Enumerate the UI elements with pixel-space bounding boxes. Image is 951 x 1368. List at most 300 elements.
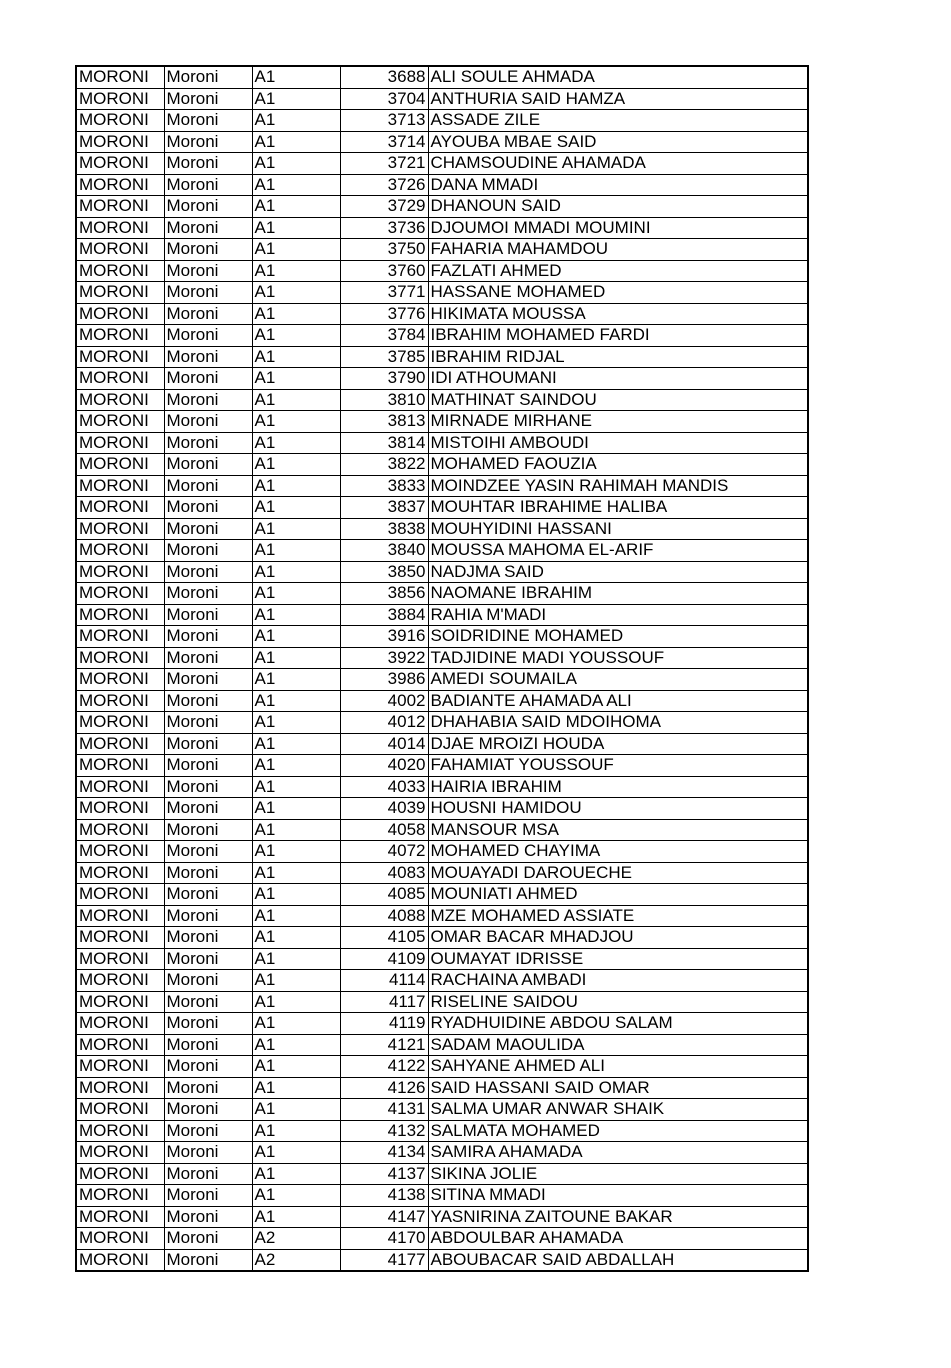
numero-cell: 4119 (340, 1013, 428, 1035)
region-cell: MORONI (76, 1163, 164, 1185)
name-cell: NAOMANE IBRAHIM (428, 583, 808, 605)
serie-cell: A1 (252, 561, 340, 583)
centre-cell: Moroni (164, 346, 252, 368)
table-row (76, 282, 808, 304)
table-row (76, 1185, 808, 1207)
table-row (76, 66, 808, 88)
serie-cell: A1 (252, 475, 340, 497)
table-row (76, 819, 808, 841)
numero-cell: 4105 (340, 927, 428, 949)
numero-cell: 4072 (340, 841, 428, 863)
centre-cell: Moroni (164, 626, 252, 648)
table-row (76, 862, 808, 884)
region-cell: MORONI (76, 282, 164, 304)
serie-cell: A1 (252, 991, 340, 1013)
region-cell: MORONI (76, 346, 164, 368)
name-cell: BADIANTE AHAMADA ALI (428, 690, 808, 712)
region-cell: MORONI (76, 260, 164, 282)
table-row (76, 583, 808, 605)
name-cell: RAHIA M'MADI (428, 604, 808, 626)
region-cell: MORONI (76, 518, 164, 540)
name-cell: FAHARIA MAHAMDOU (428, 239, 808, 261)
serie-cell: A1 (252, 88, 340, 110)
numero-cell: 3729 (340, 196, 428, 218)
serie-cell: A1 (252, 884, 340, 906)
serie-cell: A1 (252, 325, 340, 347)
centre-cell: Moroni (164, 1249, 252, 1271)
name-cell: MZE MOHAMED ASSIATE (428, 905, 808, 927)
table-row (76, 325, 808, 347)
name-cell: MOUHTAR IBRAHIME HALIBA (428, 497, 808, 519)
region-cell: MORONI (76, 475, 164, 497)
numero-cell: 4020 (340, 755, 428, 777)
numero-cell: 3986 (340, 669, 428, 691)
region-cell: MORONI (76, 1013, 164, 1035)
table-row (76, 1163, 808, 1185)
region-cell: MORONI (76, 66, 164, 88)
name-cell: ASSADE ZILE (428, 110, 808, 132)
table-row (76, 1034, 808, 1056)
region-cell: MORONI (76, 991, 164, 1013)
centre-cell: Moroni (164, 217, 252, 239)
numero-cell: 3776 (340, 303, 428, 325)
table-row (76, 690, 808, 712)
numero-cell: 3838 (340, 518, 428, 540)
centre-cell: Moroni (164, 1013, 252, 1035)
table-row (76, 260, 808, 282)
serie-cell: A1 (252, 282, 340, 304)
centre-cell: Moroni (164, 798, 252, 820)
table-row (76, 905, 808, 927)
table-row (76, 1249, 808, 1271)
centre-cell: Moroni (164, 841, 252, 863)
numero-cell: 3704 (340, 88, 428, 110)
name-cell: MANSOUR MSA (428, 819, 808, 841)
table-row (76, 475, 808, 497)
numero-cell: 4014 (340, 733, 428, 755)
table-row (76, 1099, 808, 1121)
name-cell: HIKIMATA MOUSSA (428, 303, 808, 325)
table-row (76, 497, 808, 519)
numero-cell: 4137 (340, 1163, 428, 1185)
table-row (76, 1228, 808, 1250)
centre-cell: Moroni (164, 196, 252, 218)
table-row (76, 454, 808, 476)
name-cell: MIRNADE MIRHANE (428, 411, 808, 433)
numero-cell: 4117 (340, 991, 428, 1013)
name-cell: SIKINA JOLIE (428, 1163, 808, 1185)
serie-cell: A1 (252, 540, 340, 562)
name-cell: AYOUBA MBAE SAID (428, 131, 808, 153)
table-row (76, 131, 808, 153)
serie-cell: A1 (252, 841, 340, 863)
numero-cell: 3760 (340, 260, 428, 282)
region-cell: MORONI (76, 432, 164, 454)
centre-cell: Moroni (164, 282, 252, 304)
table-row (76, 927, 808, 949)
numero-cell: 3922 (340, 647, 428, 669)
name-cell: IDI ATHOUMANI (428, 368, 808, 390)
region-cell: MORONI (76, 368, 164, 390)
name-cell: NADJMA SAID (428, 561, 808, 583)
serie-cell: A1 (252, 110, 340, 132)
region-cell: MORONI (76, 712, 164, 734)
name-cell: DJAE MROIZI HOUDA (428, 733, 808, 755)
name-cell: SAID HASSANI SAID OMAR (428, 1077, 808, 1099)
serie-cell: A2 (252, 1249, 340, 1271)
serie-cell: A1 (252, 497, 340, 519)
results-table-body (76, 66, 808, 1271)
region-cell: MORONI (76, 88, 164, 110)
name-cell: DHANOUN SAID (428, 196, 808, 218)
name-cell: FAZLATI AHMED (428, 260, 808, 282)
numero-cell: 4083 (340, 862, 428, 884)
table-row (76, 1077, 808, 1099)
region-cell: MORONI (76, 948, 164, 970)
centre-cell: Moroni (164, 1120, 252, 1142)
table-row (76, 647, 808, 669)
name-cell: MOHAMED FAOUZIA (428, 454, 808, 476)
numero-cell: 4138 (340, 1185, 428, 1207)
name-cell: DHAHABIA SAID MDOIHOMA (428, 712, 808, 734)
numero-cell: 4085 (340, 884, 428, 906)
table-row (76, 411, 808, 433)
centre-cell: Moroni (164, 1206, 252, 1228)
centre-cell: Moroni (164, 66, 252, 88)
serie-cell: A1 (252, 217, 340, 239)
serie-cell: A1 (252, 66, 340, 88)
serie-cell: A1 (252, 948, 340, 970)
numero-cell: 4114 (340, 970, 428, 992)
centre-cell: Moroni (164, 518, 252, 540)
table-row (76, 1142, 808, 1164)
serie-cell: A1 (252, 690, 340, 712)
name-cell: FAHAMIAT YOUSSOUF (428, 755, 808, 777)
region-cell: MORONI (76, 776, 164, 798)
name-cell: MOINDZEE YASIN RAHIMAH MANDIS (428, 475, 808, 497)
numero-cell: 4109 (340, 948, 428, 970)
region-cell: MORONI (76, 583, 164, 605)
serie-cell: A1 (252, 411, 340, 433)
numero-cell: 4131 (340, 1099, 428, 1121)
region-cell: MORONI (76, 540, 164, 562)
centre-cell: Moroni (164, 991, 252, 1013)
numero-cell: 3714 (340, 131, 428, 153)
numero-cell: 3813 (340, 411, 428, 433)
table-row (76, 174, 808, 196)
table-row (76, 626, 808, 648)
centre-cell: Moroni (164, 690, 252, 712)
name-cell: ABOUBACAR SAID ABDALLAH (428, 1249, 808, 1271)
table-row (76, 1120, 808, 1142)
name-cell: MOUAYADI DAROUECHE (428, 862, 808, 884)
table-row (76, 755, 808, 777)
region-cell: MORONI (76, 647, 164, 669)
region-cell: MORONI (76, 1034, 164, 1056)
region-cell: MORONI (76, 841, 164, 863)
name-cell: SALMATA MOHAMED (428, 1120, 808, 1142)
centre-cell: Moroni (164, 712, 252, 734)
name-cell: MOHAMED CHAYIMA (428, 841, 808, 863)
centre-cell: Moroni (164, 475, 252, 497)
region-cell: MORONI (76, 239, 164, 261)
serie-cell: A1 (252, 196, 340, 218)
centre-cell: Moroni (164, 948, 252, 970)
serie-cell: A1 (252, 776, 340, 798)
table-row (76, 153, 808, 175)
name-cell: CHAMSOUDINE AHAMADA (428, 153, 808, 175)
name-cell: YASNIRINA ZAITOUNE BAKAR (428, 1206, 808, 1228)
name-cell: TADJIDINE MADI YOUSSOUF (428, 647, 808, 669)
numero-cell: 3837 (340, 497, 428, 519)
numero-cell: 3784 (340, 325, 428, 347)
numero-cell: 4121 (340, 1034, 428, 1056)
centre-cell: Moroni (164, 389, 252, 411)
serie-cell: A1 (252, 174, 340, 196)
region-cell: MORONI (76, 1142, 164, 1164)
numero-cell: 4134 (340, 1142, 428, 1164)
centre-cell: Moroni (164, 454, 252, 476)
numero-cell: 3810 (340, 389, 428, 411)
region-cell: MORONI (76, 755, 164, 777)
numero-cell: 3771 (340, 282, 428, 304)
serie-cell: A1 (252, 626, 340, 648)
numero-cell: 3814 (340, 432, 428, 454)
serie-cell: A1 (252, 970, 340, 992)
region-cell: MORONI (76, 669, 164, 691)
numero-cell: 3726 (340, 174, 428, 196)
centre-cell: Moroni (164, 131, 252, 153)
region-cell: MORONI (76, 174, 164, 196)
name-cell: MOUHYIDINI HASSANI (428, 518, 808, 540)
region-cell: MORONI (76, 927, 164, 949)
serie-cell: A1 (252, 260, 340, 282)
name-cell: SAHYANE AHMED ALI (428, 1056, 808, 1078)
numero-cell: 4177 (340, 1249, 428, 1271)
serie-cell: A1 (252, 389, 340, 411)
serie-cell: A1 (252, 927, 340, 949)
centre-cell: Moroni (164, 1228, 252, 1250)
centre-cell: Moroni (164, 1163, 252, 1185)
centre-cell: Moroni (164, 1185, 252, 1207)
serie-cell: A1 (252, 604, 340, 626)
centre-cell: Moroni (164, 884, 252, 906)
region-cell: MORONI (76, 862, 164, 884)
name-cell: DANA MMADI (428, 174, 808, 196)
numero-cell: 3688 (340, 66, 428, 88)
centre-cell: Moroni (164, 88, 252, 110)
name-cell: SAMIRA AHAMADA (428, 1142, 808, 1164)
region-cell: MORONI (76, 733, 164, 755)
serie-cell: A1 (252, 862, 340, 884)
centre-cell: Moroni (164, 905, 252, 927)
table-row (76, 217, 808, 239)
serie-cell: A1 (252, 368, 340, 390)
centre-cell: Moroni (164, 927, 252, 949)
region-cell: MORONI (76, 905, 164, 927)
region-cell: MORONI (76, 561, 164, 583)
name-cell: OUMAYAT IDRISSE (428, 948, 808, 970)
table-row (76, 239, 808, 261)
region-cell: MORONI (76, 454, 164, 476)
centre-cell: Moroni (164, 1034, 252, 1056)
numero-cell: 4002 (340, 690, 428, 712)
region-cell: MORONI (76, 303, 164, 325)
table-row (76, 604, 808, 626)
centre-cell: Moroni (164, 368, 252, 390)
numero-cell: 4147 (340, 1206, 428, 1228)
serie-cell: A1 (252, 303, 340, 325)
table-row (76, 432, 808, 454)
centre-cell: Moroni (164, 669, 252, 691)
serie-cell: A1 (252, 798, 340, 820)
centre-cell: Moroni (164, 561, 252, 583)
region-cell: MORONI (76, 798, 164, 820)
region-cell: MORONI (76, 690, 164, 712)
table-row (76, 798, 808, 820)
numero-cell: 4033 (340, 776, 428, 798)
numero-cell: 3833 (340, 475, 428, 497)
name-cell: ABDOULBAR AHAMADA (428, 1228, 808, 1250)
table-row (76, 368, 808, 390)
serie-cell: A1 (252, 131, 340, 153)
results-table (75, 65, 809, 1272)
name-cell: SOIDRIDINE MOHAMED (428, 626, 808, 648)
numero-cell: 3884 (340, 604, 428, 626)
serie-cell: A1 (252, 153, 340, 175)
name-cell: SALMA UMAR ANWAR SHAIK (428, 1099, 808, 1121)
numero-cell: 4170 (340, 1228, 428, 1250)
serie-cell: A1 (252, 1120, 340, 1142)
name-cell: HAIRIA IBRAHIM (428, 776, 808, 798)
table-row (76, 561, 808, 583)
region-cell: MORONI (76, 1056, 164, 1078)
table-row (76, 841, 808, 863)
table-row (76, 346, 808, 368)
centre-cell: Moroni (164, 1056, 252, 1078)
serie-cell: A1 (252, 1185, 340, 1207)
region-cell: MORONI (76, 626, 164, 648)
centre-cell: Moroni (164, 153, 252, 175)
table-row (76, 884, 808, 906)
region-cell: MORONI (76, 110, 164, 132)
name-cell: RACHAINA AMBADI (428, 970, 808, 992)
numero-cell: 3750 (340, 239, 428, 261)
centre-cell: Moroni (164, 604, 252, 626)
centre-cell: Moroni (164, 862, 252, 884)
numero-cell: 3721 (340, 153, 428, 175)
name-cell: HOUSNI HAMIDOU (428, 798, 808, 820)
table-row (76, 540, 808, 562)
region-cell: MORONI (76, 153, 164, 175)
name-cell: SITINA MMADI (428, 1185, 808, 1207)
name-cell: AMEDI SOUMAILA (428, 669, 808, 691)
centre-cell: Moroni (164, 970, 252, 992)
name-cell: RYADHUIDINE ABDOU SALAM (428, 1013, 808, 1035)
serie-cell: A1 (252, 1099, 340, 1121)
serie-cell: A1 (252, 432, 340, 454)
table-row (76, 518, 808, 540)
centre-cell: Moroni (164, 110, 252, 132)
centre-cell: Moroni (164, 647, 252, 669)
centre-cell: Moroni (164, 303, 252, 325)
numero-cell: 4122 (340, 1056, 428, 1078)
region-cell: MORONI (76, 884, 164, 906)
numero-cell: 3713 (340, 110, 428, 132)
centre-cell: Moroni (164, 1142, 252, 1164)
name-cell: HASSANE MOHAMED (428, 282, 808, 304)
region-cell: MORONI (76, 325, 164, 347)
serie-cell: A1 (252, 1056, 340, 1078)
serie-cell: A1 (252, 1077, 340, 1099)
numero-cell: 3736 (340, 217, 428, 239)
name-cell: SADAM MAOULIDA (428, 1034, 808, 1056)
serie-cell: A1 (252, 346, 340, 368)
centre-cell: Moroni (164, 174, 252, 196)
serie-cell: A1 (252, 1034, 340, 1056)
table-row (76, 1206, 808, 1228)
table-row (76, 712, 808, 734)
serie-cell: A2 (252, 1228, 340, 1250)
table-row (76, 303, 808, 325)
name-cell: MATHINAT SAINDOU (428, 389, 808, 411)
table-row (76, 88, 808, 110)
serie-cell: A1 (252, 755, 340, 777)
numero-cell: 4039 (340, 798, 428, 820)
name-cell: DJOUMOI MMADI MOUMINI (428, 217, 808, 239)
region-cell: MORONI (76, 131, 164, 153)
table-row (76, 991, 808, 1013)
serie-cell: A1 (252, 518, 340, 540)
centre-cell: Moroni (164, 1099, 252, 1121)
table-row (76, 1056, 808, 1078)
region-cell: MORONI (76, 1185, 164, 1207)
numero-cell: 4126 (340, 1077, 428, 1099)
region-cell: MORONI (76, 1206, 164, 1228)
numero-cell: 4058 (340, 819, 428, 841)
centre-cell: Moroni (164, 755, 252, 777)
table-row (76, 196, 808, 218)
name-cell: RISELINE SAIDOU (428, 991, 808, 1013)
name-cell: IBRAHIM RIDJAL (428, 346, 808, 368)
serie-cell: A1 (252, 905, 340, 927)
centre-cell: Moroni (164, 1077, 252, 1099)
region-cell: MORONI (76, 1120, 164, 1142)
centre-cell: Moroni (164, 583, 252, 605)
serie-cell: A1 (252, 583, 340, 605)
region-cell: MORONI (76, 1249, 164, 1271)
serie-cell: A1 (252, 733, 340, 755)
region-cell: MORONI (76, 1077, 164, 1099)
centre-cell: Moroni (164, 325, 252, 347)
name-cell: MOUNIATI AHMED (428, 884, 808, 906)
region-cell: MORONI (76, 196, 164, 218)
region-cell: MORONI (76, 389, 164, 411)
region-cell: MORONI (76, 604, 164, 626)
table-row (76, 110, 808, 132)
centre-cell: Moroni (164, 776, 252, 798)
name-cell: ALI SOULE AHMADA (428, 66, 808, 88)
table-row (76, 1013, 808, 1035)
serie-cell: A1 (252, 1142, 340, 1164)
region-cell: MORONI (76, 970, 164, 992)
numero-cell: 3785 (340, 346, 428, 368)
serie-cell: A1 (252, 669, 340, 691)
numero-cell: 4012 (340, 712, 428, 734)
centre-cell: Moroni (164, 497, 252, 519)
numero-cell: 3790 (340, 368, 428, 390)
centre-cell: Moroni (164, 819, 252, 841)
